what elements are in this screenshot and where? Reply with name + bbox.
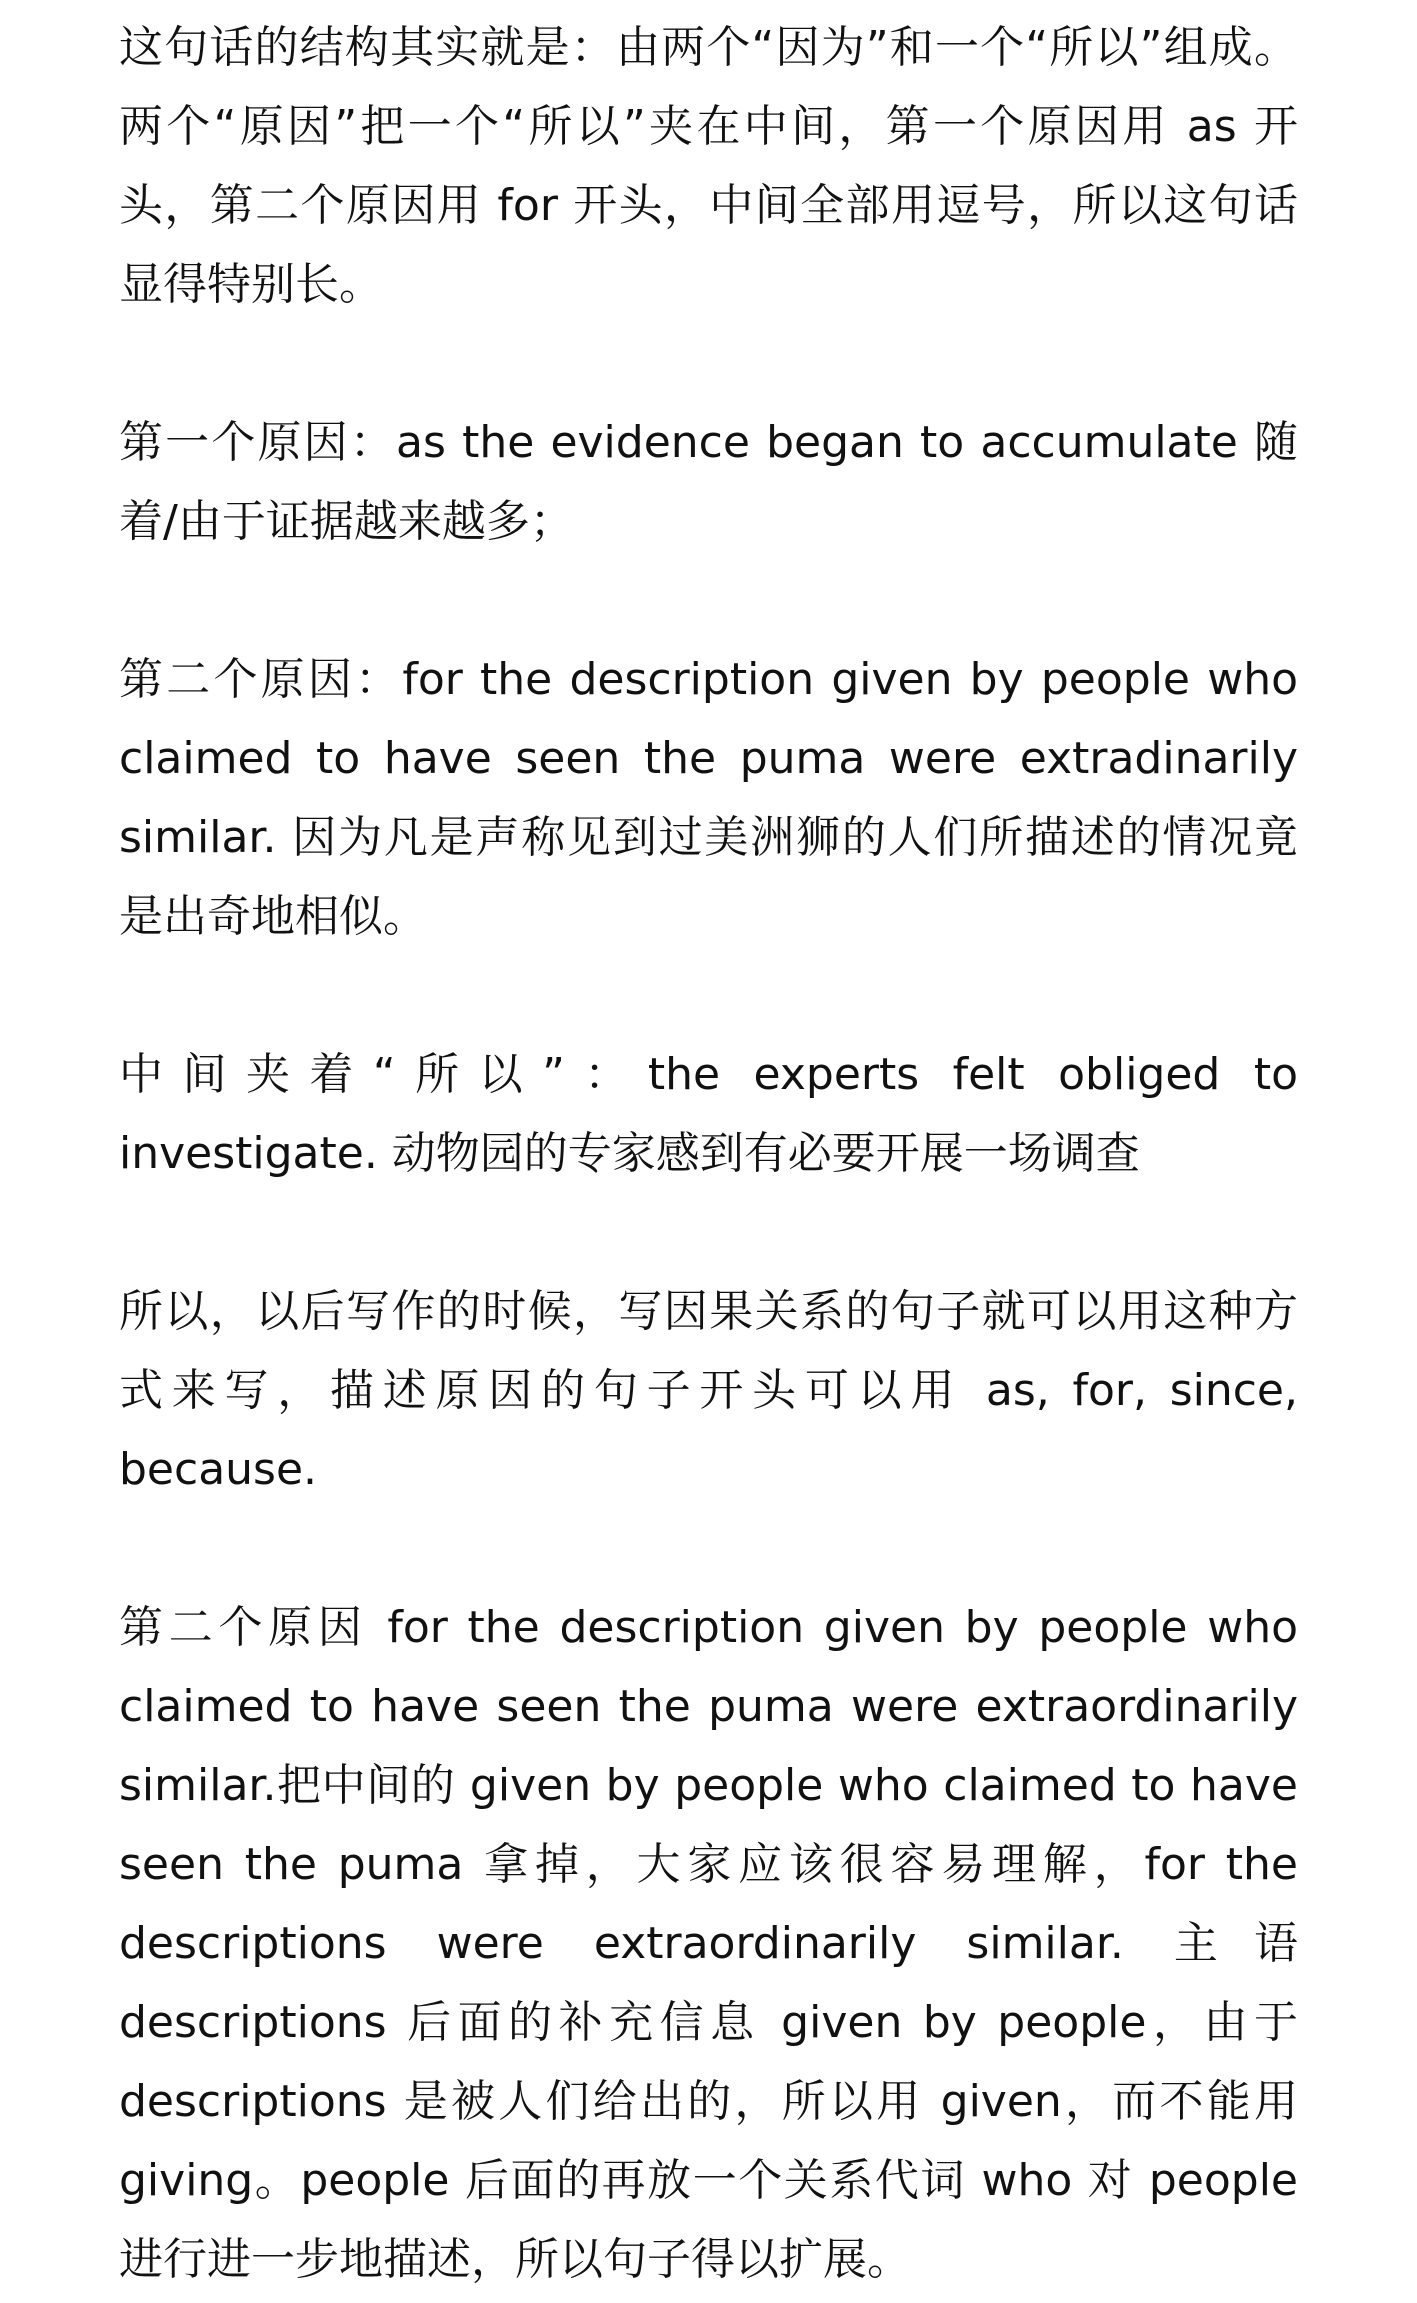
paragraph-first-reason: 第一个原因：as the evidence began to accumulate 随着/由于证据越来越多； — [119, 417, 1298, 547]
paragraph-gap — [119, 561, 1298, 640]
paragraph-middle-result: 中间夹着“所以”：the experts felt obliged to investigate. 动物园的专家感到有必要开展一场调查 — [119, 1049, 1298, 1179]
paragraph-second-reason: 第二个原因：for the description given by people who claimed to have seen the puma were extradinarily similar. 因为凡是声称见到过美洲狮的人们所描述的情况竟是出奇地相似。 — [119, 654, 1298, 942]
paragraph-writing-tip: 所以，以后写作的时候，写因果关系的句子就可以用这种方式来写，描述原因的句子开头可以用 as, for, since, because. — [119, 1286, 1298, 1495]
paragraph-gap — [119, 324, 1298, 403]
paragraph-gap — [119, 1193, 1298, 1272]
paragraph-sentence-structure: 这句话的结构其实就是：由两个“因为”和一个“所以”组成。两个“原因”把一个“所以”夹在中间，第一个原因用 as 开头，第二个原因用 for 开头，中间全部用逗号，所以这句话显得特别长。 — [119, 22, 1298, 310]
paragraph-second-reason-analysis: 第二个原因 for the description given by people who claimed to have seen the puma were extraordinarily similar.把中间的 given by people who claimed to have seen the puma 拿掉，大家应该很容易理解，for the descriptions were extraordinarily similar. 主语 descriptions 后面的补充信息 given by people，由于 descriptions 是被人们给出的，所以用 given，而不能用 giving。people 后面的再放一个关系代词 who 对 people 进行进一步地描述，所以句子得以扩展。 — [119, 1602, 1298, 2285]
document-page — [0, 8, 1417, 2303]
paragraph-gap — [119, 1509, 1298, 1588]
paragraph-gap — [119, 956, 1298, 1035]
